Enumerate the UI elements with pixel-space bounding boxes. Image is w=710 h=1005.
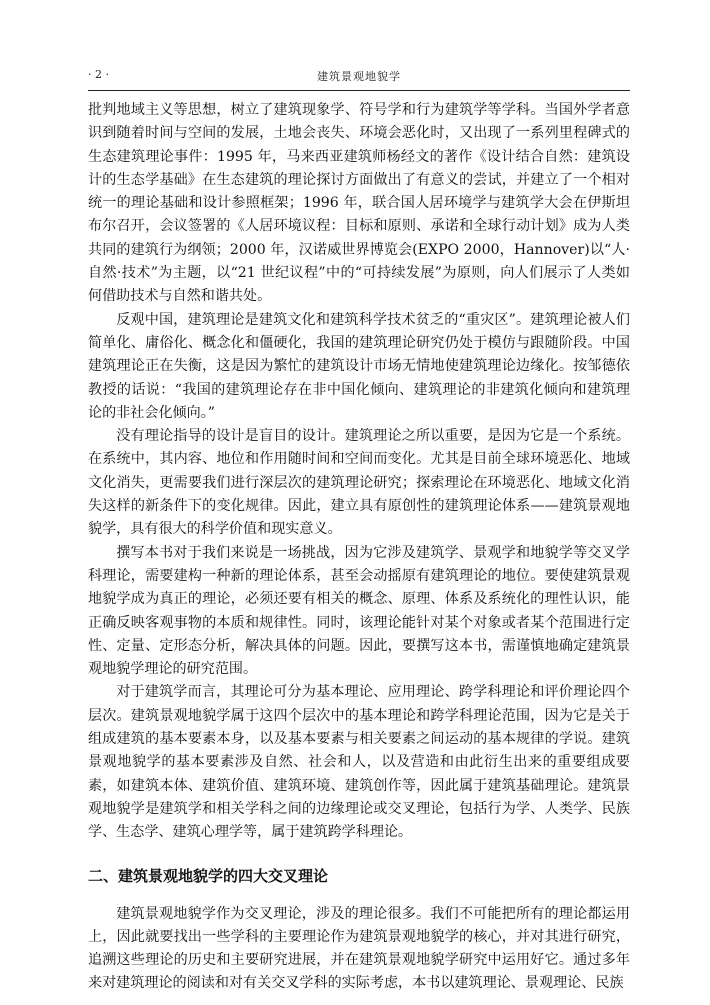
paragraph-continued: 批判地域主义等思想，树立了建筑现象学、符号学和行为建筑学等学科。当国外学者意识到随着时间与空间的发展，土地会丧失、环境会恶化时，又出现了一系列里程碑式的生态建筑理论事件：1995 年，马来西亚建筑师杨经文的著作《设计结合自然：建筑设计的生态学基础》在生态建筑的理论探讨方面做出了有意义的尝试，并建立了一个相对统一的理论基础和设计参照框架；1996 年，联合国人居环境学与建筑学大会在伊斯坦布尔召开，会议签署的《人居环境议程：目标和原则、承诺和全球行动计划》成为人类共同的建筑行为纲领；2000 年，汉诺威世界博览会(EXPO 2000，Hannover)以“人·自然·技术”为主题，以“21 世纪议程”中的“可持续发展”为原则，向人们展示了人类如何借助技术与自然和谐共处。 [88,102,630,305]
paragraph: 撰写本书对于我们来说是一场挑战，因为它涉及建筑学、景观学和地貌学等交叉学科理论，需要建构一种新的理论体系，甚至会动摇原有建筑理论的地位。要使建筑景观地貌学成为真正的理论，必须还要有相关的概念、原理、体系及系统化的理性认识，能正确反映客观事物的本质和规律性。同时，该理论能针对某个对象或者某个范围进行定性、定量、定形态分析，解决具体的问题。因此，要撰写这本书，需谨慎地确定建筑景观地貌学理论的研究范围。 [88,544,630,678]
paragraph: 没有理论指导的设计是盲目的设计。建筑理论之所以重要，是因为它是一个系统。在系统中，其内容、地位和作用随时间和空间而变化。尤其是目前全球环境恶化、地域文化消失，更需要我们进行深层次的建筑理论研究；探索理论在环境恶化、地域文化消失这样的新条件下的变化规律。因此，建立具有原创性的建筑理论体系——建筑景观地貌学，具有很大的科学价值和现实意义。 [88,428,630,538]
header-rule [88,90,630,91]
paragraph: 反观中国，建筑理论是建筑文化和建筑科学技术贫乏的“重灾区”。建筑理论被人们简单化、庸俗化、概念化和僵硬化，我国的建筑理论研究仍处于模仿与跟随阶段。中国建筑理论正在失衡，这是因为繁忙的建筑设计市场无情地使建筑理论边缘化。按邹德依教授的话说：“我国的建筑理论存在非中国化倾向、建筑理论的非建筑化倾向和建筑理论的非社会化倾向。” [88,311,630,421]
body-text [88,99,630,996]
page-number: · 2 · [88,68,109,81]
paragraph: 建筑景观地貌学作为交叉理论，涉及的理论很多。我们不可能把所有的理论都运用上，因此就要找出一些学科的主要理论作为建筑景观地貌学的核心，并对其进行研究，追溯这些理论的历史和主要研究进展，并在建筑景观地貌学研究中运用好它。通过多年来对建筑理论的阅读和对有关交叉学科的实际考虑，本书以建筑理论、景观理论、民族 [88,905,630,992]
section-heading: 二、建筑景观地貌学的四大交叉理论 [88,866,329,885]
paragraph: 对于建筑学而言，其理论可分为基本理论、应用理论、跨学科理论和评价理论四个层次。建筑景观地貌学属于这四个层次中的基本理论和跨学科理论范围，因为它是关于组成建筑的基本要素本身，以及基本要素与相关要素之间运动的基本规律的学说。建筑景观地貌学的基本要素涉及自然、社会和人，以及营造和由此衍生出来的重要组成要素，如建筑本体、建筑价值、建筑环境、建筑创作等，因此属于建筑基础理论。建筑景观地貌学是建筑学和相关学科之间的边缘理论或交叉理论，包括行为学、人类学、民族学、生态学、建筑心理学等，属于建筑跨学科理论。 [88,684,630,841]
running-header [88,68,630,86]
running-title: 建筑景观地貌学 [317,70,401,83]
